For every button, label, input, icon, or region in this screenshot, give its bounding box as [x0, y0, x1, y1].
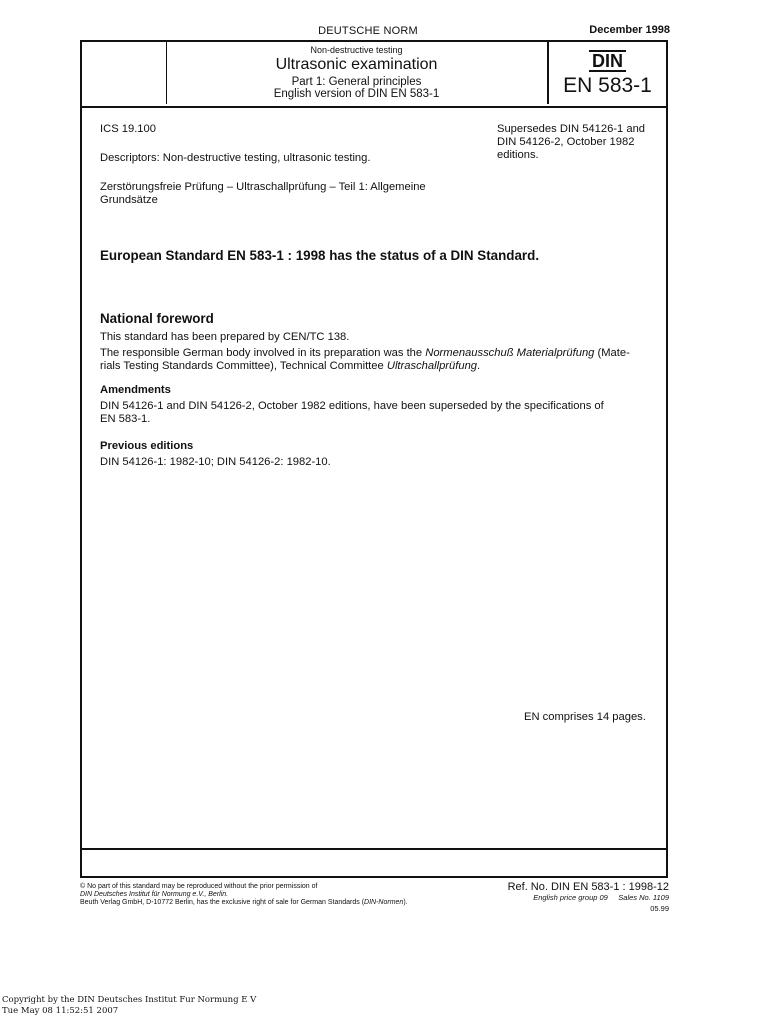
text-run: (Mate-	[594, 347, 630, 359]
supersedes-line: DIN 54126-2, October 1982	[497, 136, 635, 148]
foreword-line	[100, 347, 656, 360]
foreword-line	[100, 360, 656, 373]
footer-line: DIN Deutsches Institut für Normung e.V., Berlin.	[80, 891, 229, 898]
standard-id-cell	[549, 42, 666, 104]
text-run: DIN-Normen	[364, 899, 404, 906]
sales-number: Sales No. 1109	[618, 893, 669, 902]
copyright-stamp	[2, 995, 256, 1017]
reference-number: Ref. No. DIN EN 583-1 : 1998-12	[507, 881, 669, 893]
copyright-line: Copyright by the DIN Deutsches Institut Fur Normung E V	[2, 995, 257, 1005]
document-series: DEUTSCHE NORM	[318, 25, 418, 37]
text-run: rials Testing Standards Committee), Technical Committee	[100, 360, 387, 372]
supersedes-line: editions.	[497, 149, 539, 161]
committee-name: Normenausschuß Materialprüfung	[425, 347, 595, 359]
price-group: English price group 09	[533, 893, 608, 902]
amendments-line: EN 583-1.	[100, 413, 151, 425]
technical-committee-name: Ultraschallprüfung	[386, 360, 478, 372]
header-empty-cell	[82, 42, 167, 104]
subject-line: Non-destructive testing	[310, 45, 403, 55]
header-block	[82, 42, 666, 108]
document-title: Ultrasonic examination	[275, 56, 438, 73]
footer-line: © No part of this standard may be reproduced without the prior permission of	[80, 883, 318, 890]
german-title	[100, 181, 426, 207]
price-info	[460, 893, 669, 902]
amendments-heading: Amendments	[100, 384, 171, 396]
previous-editions-heading: Previous editions	[100, 440, 194, 452]
text-run: .	[477, 360, 481, 372]
amendments-text	[100, 400, 656, 426]
text-run: Beuth Verlag GmbH, D-10772 Berlin, has the exclusive right of sale for German Standards (	[80, 899, 365, 906]
supersedes-line: Supersedes DIN 54126-1 and	[497, 123, 646, 135]
supersedes-note	[497, 123, 667, 162]
frame-divider	[80, 848, 668, 850]
previous-editions-text: DIN 54126-1: 1982-10; DIN 54126-2: 1982-10.	[100, 456, 331, 468]
part-title: Part 1: General principles	[291, 76, 422, 88]
foreword-heading: National foreword	[100, 311, 214, 326]
standard-number: EN 583-1	[563, 74, 652, 97]
copyright-timestamp: Tue May 08 11:52:51 2007	[2, 1006, 119, 1016]
issue-date: December 1998	[589, 24, 670, 36]
header-title-cell	[166, 42, 549, 104]
foreword-p2	[100, 347, 656, 373]
din-logo: DIN	[589, 50, 626, 72]
amendments-line: DIN 54126-1 and DIN 54126-2, October 1982 editions, have been superseded by the specifications of	[100, 400, 604, 412]
descriptors: Descriptors: Non-destructive testing, ultrasonic testing.	[100, 152, 371, 164]
german-title-line: Grundsätze	[100, 194, 158, 206]
footer-legal	[80, 883, 480, 907]
version-line: English version of DIN EN 583-1	[273, 88, 440, 100]
text-run: The responsible German body involved in its preparation was the	[100, 347, 426, 359]
foreword-p1: This standard has been prepared by CEN/TC 138.	[100, 331, 350, 343]
print-code: 05.99	[650, 904, 669, 913]
footer-line	[80, 899, 480, 907]
german-title-line: Zerstörungsfreie Prüfung – Ultraschallprüfung – Teil 1: Allgemeine	[100, 181, 426, 193]
ics-code: ICS 19.100	[100, 123, 156, 135]
page-count-note: EN comprises 14 pages.	[524, 711, 646, 723]
footer-reference	[460, 881, 669, 913]
status-statement: European Standard EN 583-1 : 1998 has the status of a DIN Standard.	[100, 248, 540, 263]
text-run: ).	[403, 899, 408, 906]
